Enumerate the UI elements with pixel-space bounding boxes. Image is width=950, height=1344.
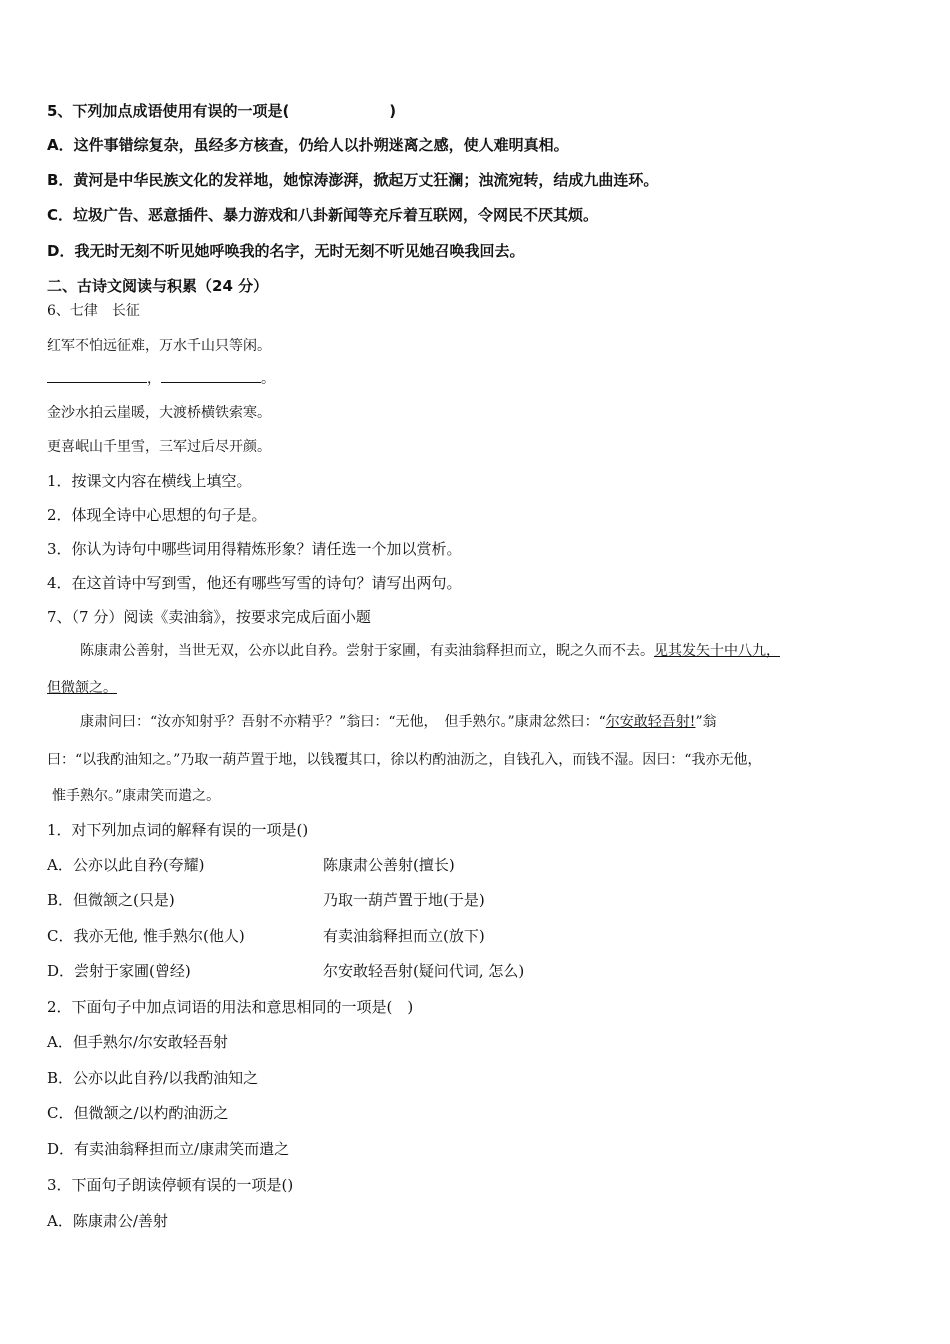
q6-title: 6、七律 长征 <box>47 303 140 319</box>
q7-s3-option-a: A．陈康肃公/善射 <box>47 1212 168 1230</box>
q7-s1-option-d-2: 尔安敢轻吾射(疑问代词, 怎么) <box>323 962 525 980</box>
q7-s2-stem: 2．下面句子中加点词语的用法和意思相同的一项是( ) <box>47 998 414 1016</box>
poem-period: 。 <box>261 371 275 387</box>
q7-s2-option-d: D．有卖油翁释担而立/康肃笑而遣之 <box>47 1140 290 1158</box>
q6-sub-2: 2．体现全诗中心思想的句子是。 <box>47 506 267 524</box>
poem-line-4: 更喜岷山千里雪，三军过后尽开颜。 <box>47 439 271 455</box>
q7-s1-option-a-1: A．公亦以此自矜(夸耀) <box>47 856 205 874</box>
q7-s1-option-a <box>47 855 455 875</box>
q7-title: 7、（7 分）阅读《卖油翁》，按要求完成后面小题 <box>47 608 371 626</box>
q5-option-c: C．垃圾广告、恶意插件、暴力游戏和八卦新闻等充斥着互联网，令网民不厌其烦。 <box>47 206 599 224</box>
q7-s1-option-c-2: 有卖油翁释担而立(放下) <box>323 927 485 945</box>
q7-s2-option-c: C．但微颔之/以杓酌油沥之 <box>47 1104 229 1122</box>
q7-s2-option-a: A．但手熟尔/尔安敢轻吾射 <box>47 1033 228 1051</box>
blank-1[interactable] <box>47 368 147 383</box>
passage-p2-line3: 惟手熟尔。”康肃笑而遣之。 <box>52 788 221 804</box>
q5-stem-end: ) <box>389 102 397 120</box>
q7-s1-option-c <box>47 926 485 946</box>
passage-p1-text: 陈康肃公善射，当世无双，公亦以此自矜。尝射于家圃，有卖油翁释担而立，睨之久而不去。 <box>80 643 654 659</box>
passage-p1-line2: 但微颔之。 <box>47 680 117 696</box>
passage-p1-underlined: 见其发矢十中八九， <box>654 643 780 659</box>
q7-s1-option-d-1: D．尝射于家圃(曾经) <box>47 962 191 980</box>
q7-s1-option-c-1: C．我亦无他, 惟手熟尔(他人) <box>47 927 245 945</box>
q7-s1-stem: 1．对下列加点词的解释有误的一项是() <box>47 821 309 839</box>
q5-stem <box>47 101 396 121</box>
q5-option-d: D．我无时无刻不听见她呼唤我的名字，无时无刻不听见她召唤我回去。 <box>47 242 525 260</box>
passage-p2-text: 康肃问曰：“汝亦知射乎？吾射不亦精乎？”翁曰：“无他， 但手熟尔。”康肃忿然曰：“ <box>80 714 606 730</box>
q6-sub-1: 1．按课文内容在横线上填空。 <box>47 472 252 490</box>
passage-p1-line1 <box>80 641 780 661</box>
q6-sub-3: 3．你认为诗句中哪些词用得精炼形象？请任选一个加以赏析。 <box>47 540 462 558</box>
q7-s2-option-b: B．公亦以此自矜/以我酌油知之 <box>47 1069 259 1087</box>
q5-option-b: B．黄河是中华民族文化的发祥地，她惊涛澎湃，掀起万丈狂澜；浊流宛转，结成九曲连环。 <box>47 171 659 189</box>
blank-2[interactable] <box>161 368 261 383</box>
q5-stem-text: 5、下列加点成语使用有误的一项是( <box>47 102 290 120</box>
q5-option-a: A．这件事错综复杂，虽经多方核查，仍给人以扑朔迷离之感，使人难明真相。 <box>47 136 569 154</box>
poem-line-3: 金沙水拍云崖暖，大渡桥横铁索寒。 <box>47 405 271 421</box>
q6-sub-4: 4．在这首诗中写到雪，他还有哪些写雪的诗句？请写出两句。 <box>47 574 462 592</box>
passage-p2-text-end: ”翁 <box>695 714 717 730</box>
q7-s1-option-b <box>47 890 485 910</box>
q7-s1-option-a-2: 陈康肃公善射(擅长) <box>323 856 455 874</box>
passage-p2-underlined: 尔安敢轻吾射! <box>605 714 696 730</box>
passage-p2-line2: 曰：“以我酌油知之。”乃取一葫芦置于地，以钱覆其口，徐以杓酌油沥之，自钱孔入，而钱不湿。因曰：“我亦无他， <box>47 752 762 768</box>
q7-s1-option-b-2: 乃取一葫芦置于地(于是) <box>323 891 485 909</box>
passage-p2-line1 <box>80 712 717 732</box>
q7-s1-option-d <box>47 961 525 981</box>
q7-s3-stem: 3．下面句子朗读停顿有误的一项是() <box>47 1176 294 1194</box>
q7-s1-option-b-1: B．但微颔之(只是) <box>47 891 175 909</box>
poem-comma: ， <box>147 371 161 387</box>
section-2-title: 二、古诗文阅读与积累（24 分） <box>47 277 269 295</box>
poem-blank-line <box>47 368 275 389</box>
poem-line-1: 红军不怕远征难，万水千山只等闲。 <box>47 338 271 354</box>
